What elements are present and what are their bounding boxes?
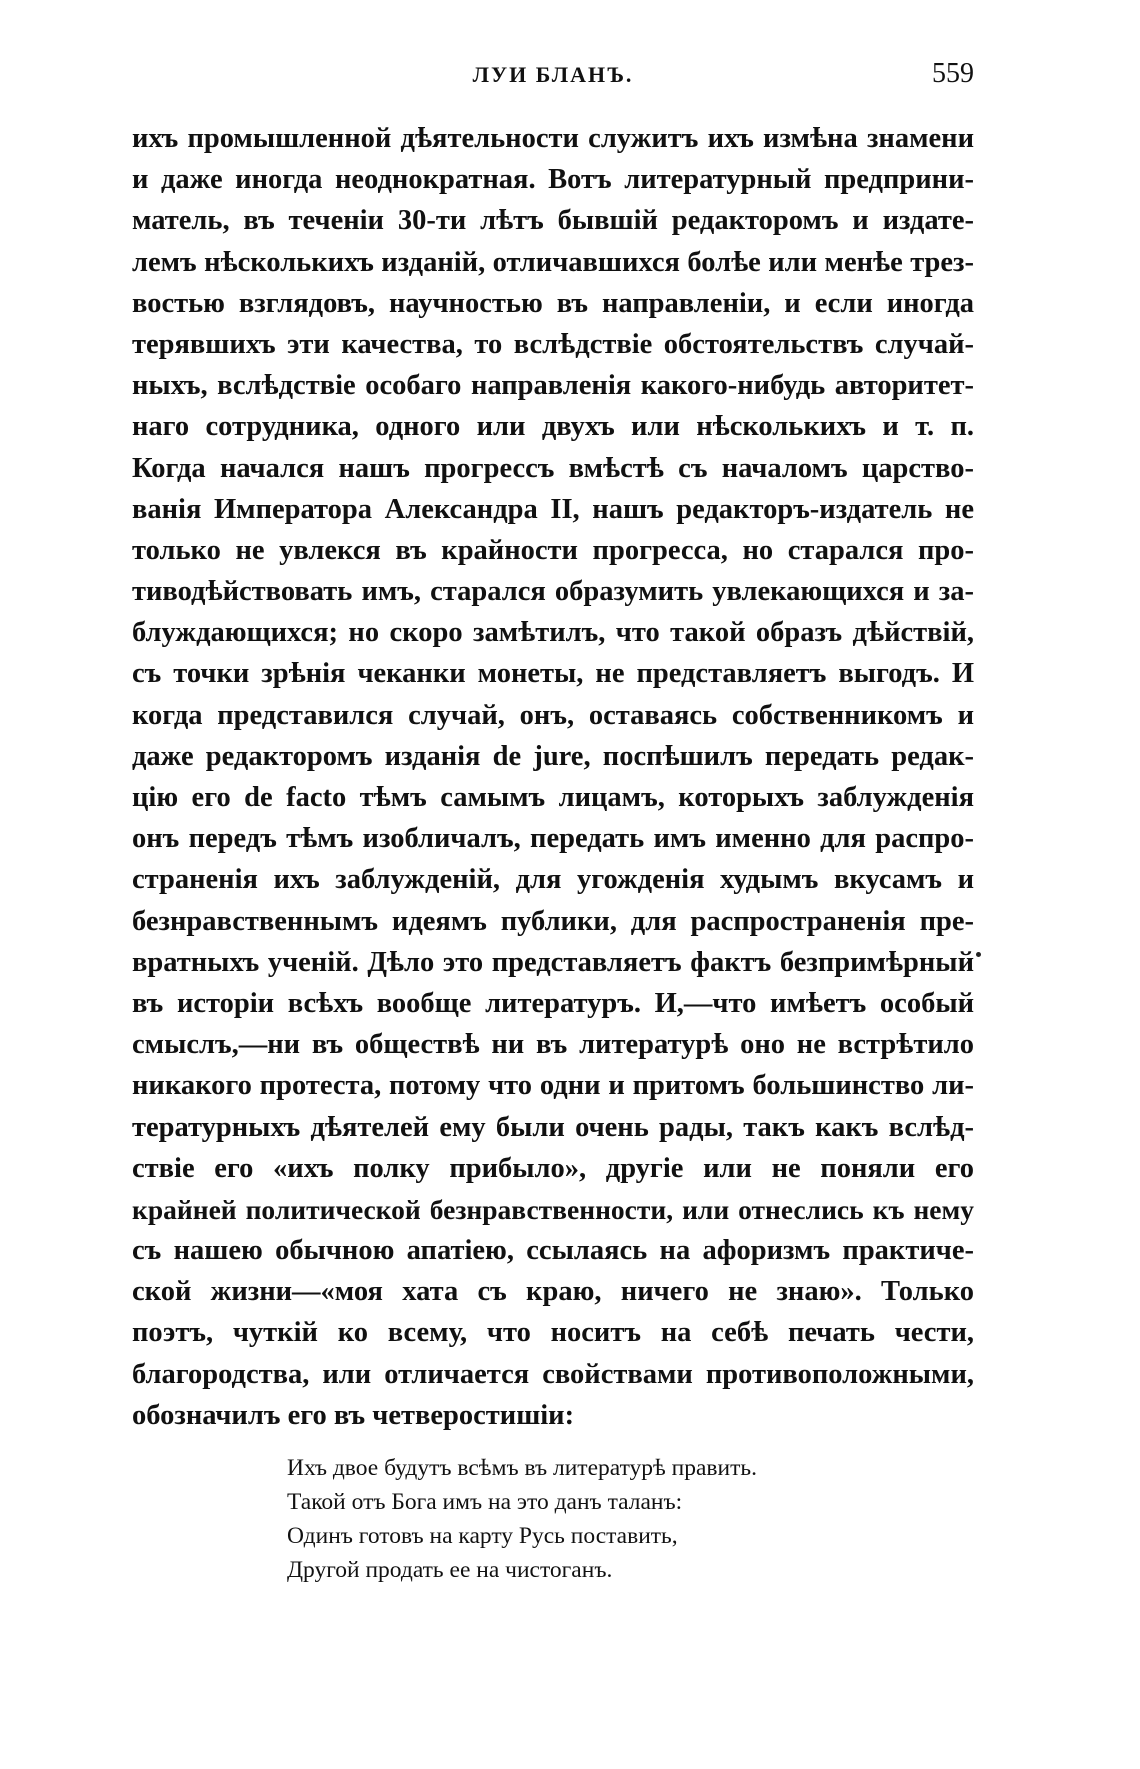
text-line: ствіе его «ихъ полку прибыло», другіе или не поняли его: [132, 1152, 974, 1184]
text-line: ванія Императора Александра II, нашъ редакторъ-издатель не: [132, 493, 974, 525]
text-line: онъ передъ тѣмъ изобличалъ, передать имъ именно для распро-: [132, 823, 974, 855]
text-line: ской жизни—«моя хата съ краю, ничего не знаю». Только: [132, 1276, 974, 1308]
ink-speck: [976, 952, 981, 957]
text-line: только не увлекся въ крайности прогресса, но старался про-: [132, 534, 974, 566]
text-line: даже редакторомъ изданія de jure, поспѣшилъ передать редак-: [132, 740, 974, 772]
text-line: терявшихъ эти качества, то вслѣдствіе обстоятельствъ случай-: [132, 328, 974, 360]
text-line: крайней политической безнравственности, или отнеслись къ нему: [132, 1193, 974, 1225]
text-line: и даже иногда неоднократная. Вотъ литературный предприни-: [132, 164, 974, 196]
text-line: благородства, или отличается свойствами противоположными,: [132, 1358, 974, 1390]
text-line: съ точки зрѣнія чеканки монеты, не представляетъ выгодъ. И: [132, 658, 974, 690]
text-line: матель, въ теченіи 30-ти лѣтъ бывшій редакторомъ и издате-: [132, 205, 974, 237]
text-line: въ исторіи всѣхъ вообще литературъ. И,—что имѣетъ особый: [132, 987, 974, 1019]
text-line: тиводѣйствовать имъ, старался образумить увлекающихся и за-: [132, 576, 974, 608]
text-line: лемъ нѣсколькихъ изданій, отличавшихся болѣе или менѣе трез-: [132, 246, 974, 278]
text-line: ныхъ, вслѣдствіе особаго направленія какого-нибудь авторитет-: [132, 370, 974, 402]
text-line: тературныхъ дѣятелей ему были очень рады, такъ какъ вслѣд-: [132, 1111, 974, 1143]
text-line: востью взглядовъ, научностью въ направленіи, и если иногда: [132, 287, 974, 319]
text-line: поэтъ, чуткій ко всему, что носитъ на себѣ печать чести,: [132, 1317, 974, 1349]
text-line: обозначилъ его въ четверостишіи:: [132, 1399, 575, 1431]
text-line: ихъ промышленной дѣятельности служитъ ихъ измѣна знамени: [132, 123, 974, 154]
verse-line: Такой отъ Бога имъ на это данъ таланъ:: [287, 1489, 683, 1515]
text-line: смыслъ,—ни въ обществѣ ни въ литературѣ оно не встрѣтило: [132, 1029, 974, 1061]
text-line: наго сотрудника, одного или двухъ или нѣсколькихъ и т. п.: [132, 411, 974, 443]
text-line: вратныхъ ученій. Дѣло это представляетъ фактъ безпримѣрный: [132, 946, 974, 978]
text-line: страненія ихъ заблужденій, для угожденія худымъ вкусамъ и: [132, 864, 974, 896]
text-line: когда представился случай, онъ, оставаясь собственникомъ и: [132, 699, 974, 731]
text-line: цію его de facto тѣмъ самымъ лицамъ, которыхъ заблужденія: [132, 782, 974, 813]
verse-line: Одинъ готовъ на карту Русь поставить,: [287, 1523, 678, 1549]
text-line: съ нашею обычною апатіею, ссылаясь на афоризмъ практиче-: [132, 1235, 974, 1267]
running-head: [132, 58, 974, 98]
page-number: 559: [932, 58, 974, 89]
verse-quatrain: [287, 1451, 927, 1587]
verse-line: Ихъ двое будутъ всѣмъ въ литературѣ править.: [287, 1455, 757, 1481]
text-line: блуждающихся; но скоро замѣтилъ, что такой образъ дѣйствій,: [132, 617, 974, 649]
body-text: [132, 118, 974, 1436]
verse-line: Другой продать ее на чистоганъ.: [287, 1557, 613, 1583]
text-line: безнравственнымъ идеямъ публики, для распространенія пре-: [132, 905, 974, 937]
text-line: Когда начался нашъ прогрессъ вмѣстѣ съ началомъ царство-: [132, 452, 974, 484]
text-line: никакого протеста, потому что одни и притомъ большинство ли-: [132, 1070, 974, 1102]
running-title: ЛУИ БЛАНЪ.: [472, 62, 634, 87]
